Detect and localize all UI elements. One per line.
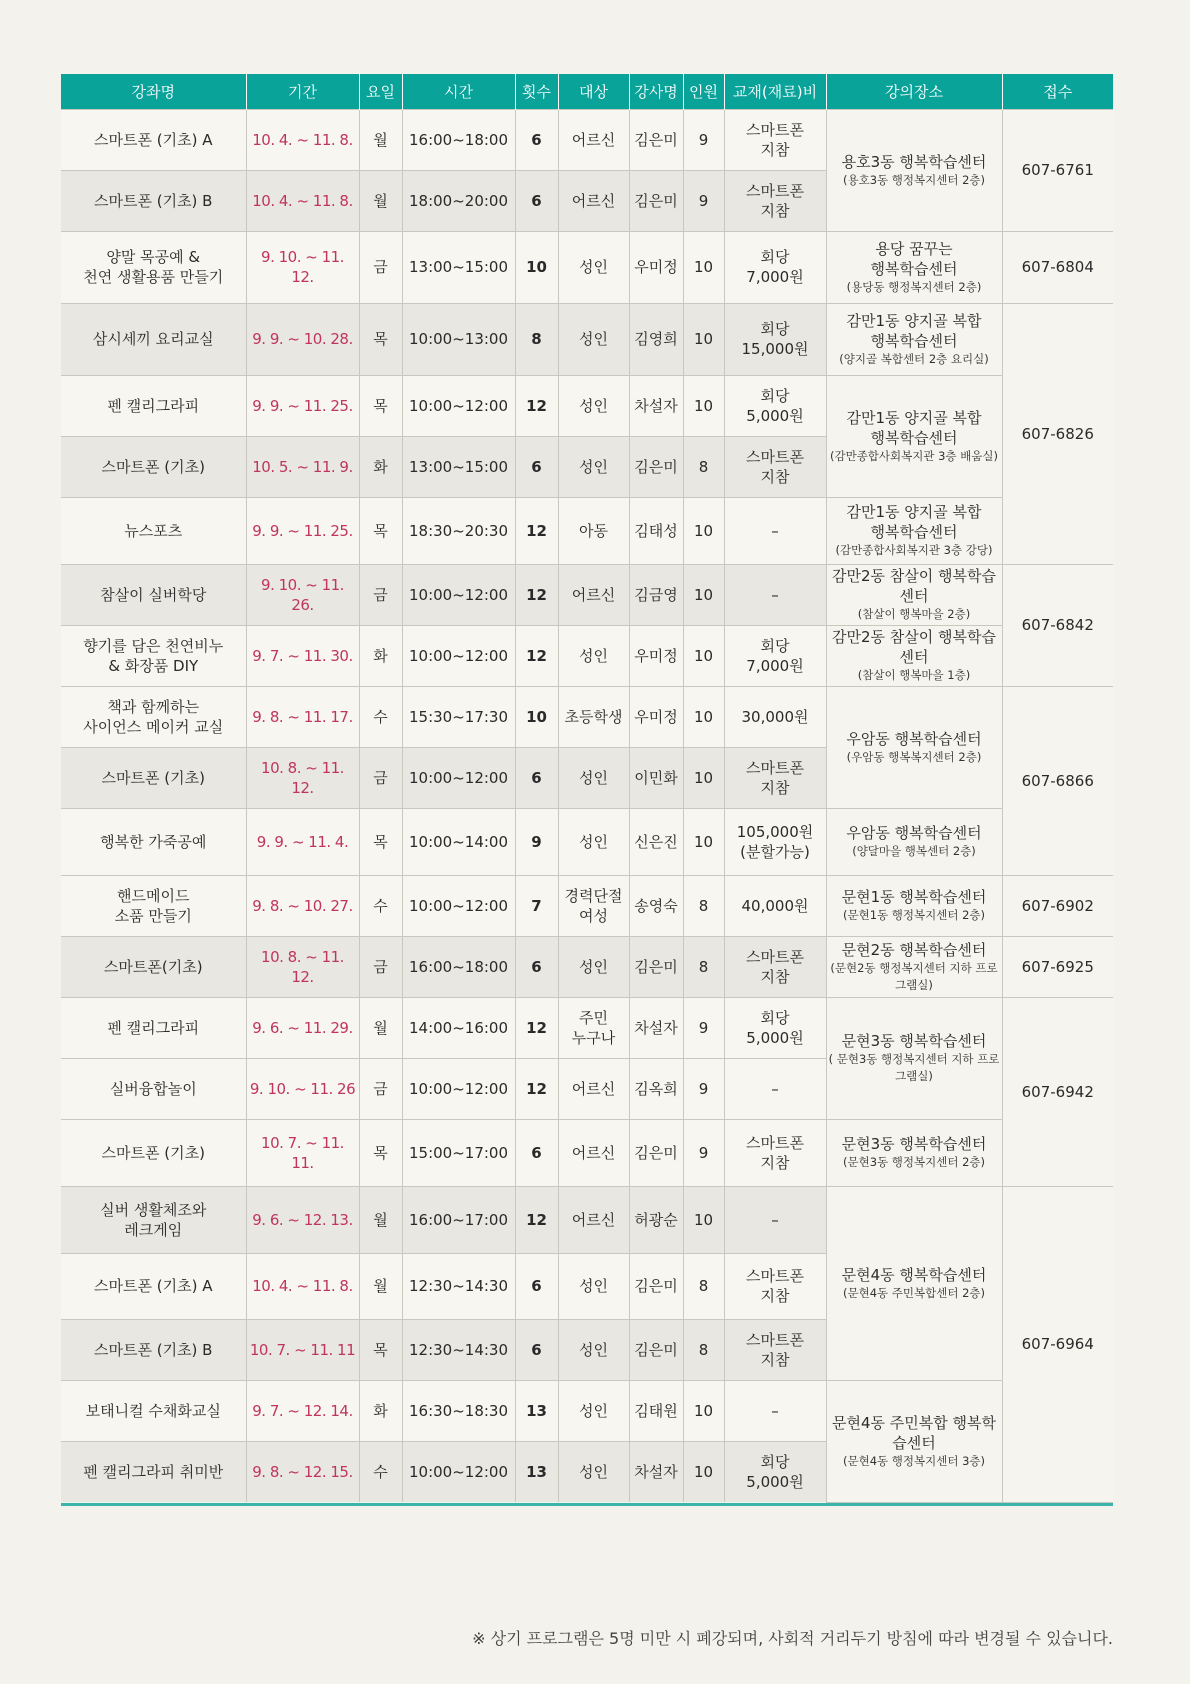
cell-fee: 스마트폰 지참 — [724, 936, 826, 997]
cell-day: 화 — [359, 1380, 402, 1441]
cell-instructor: 김태원 — [629, 1380, 683, 1441]
cell-capacity: 8 — [683, 936, 724, 997]
place-main: 문현1동 행복학습센터 — [841, 888, 987, 906]
cell-period: 9. 8. ~ 11. 17. — [246, 686, 359, 747]
place-sub: (감만종합사회복지관 3층 배움실) — [829, 448, 999, 463]
header-day: 요일 — [359, 74, 402, 109]
cell-period: 10. 7. ~ 11. 11 — [246, 1319, 359, 1380]
place-main: 감만1동 양지골 복합 행복학습센터 — [846, 311, 982, 350]
cell-target: 성인 — [558, 1441, 629, 1502]
cell-day: 월 — [359, 1186, 402, 1253]
cell-target: 성인 — [558, 436, 629, 497]
cell-contact: 607-6942 — [1002, 997, 1113, 1186]
place-sub: (문현3동 행정복지센터 2층) — [842, 1155, 985, 1169]
cell-instructor: 김은미 — [629, 1119, 683, 1186]
cell-instructor: 김태성 — [629, 497, 683, 564]
cell-instructor: 김영희 — [629, 303, 683, 375]
place-sub: (문현2동 행정복지센터 지하 프로그램실) — [830, 960, 998, 992]
cell-count: 12 — [515, 375, 558, 436]
cell-time: 10:00~12:00 — [402, 875, 515, 936]
place-main: 감만2동 참살이 행복학습센터 — [832, 567, 996, 605]
header-place: 강의장소 — [826, 74, 1002, 109]
cell-instructor: 우미정 — [629, 231, 683, 303]
cell-fee: 40,000원 — [724, 875, 826, 936]
cell-period: 9. 8. ~ 12. 15. — [246, 1441, 359, 1502]
cell-count: 6 — [515, 1253, 558, 1319]
cell-period: 9. 6. ~ 11. 29. — [246, 997, 359, 1058]
cell-day: 목 — [359, 303, 402, 375]
cell-target: 성인 — [558, 936, 629, 997]
cell-fee: 스마트폰 지참 — [724, 1119, 826, 1186]
cell-day: 금 — [359, 564, 402, 625]
program-schedule — [61, 74, 1113, 1506]
cell-course-name: 펜 캘리그라피 취미반 — [61, 1441, 246, 1502]
header-capacity: 인원 — [683, 74, 724, 109]
cell-count: 6 — [515, 170, 558, 231]
cell-count: 6 — [515, 436, 558, 497]
place-sub: (문현4동 주민복합센터 2층) — [842, 1285, 985, 1300]
cell-fee: 회당 15,000원 — [724, 303, 826, 375]
cell-place — [826, 497, 1002, 564]
cell-count: 13 — [515, 1441, 558, 1502]
cell-fee: 스마트폰 지참 — [724, 170, 826, 231]
cell-fee: 스마트폰 지참 — [724, 109, 826, 170]
cell-course-name: 참살이 실버학당 — [61, 564, 246, 625]
cell-time: 10:00~12:00 — [402, 625, 515, 686]
header-course-name: 강좌명 — [61, 74, 246, 109]
cell-day: 목 — [359, 375, 402, 436]
cell-target: 어르신 — [558, 1186, 629, 1253]
cell-time: 16:00~17:00 — [402, 1186, 515, 1253]
cell-period: 9. 9. ~ 10. 28. — [246, 303, 359, 375]
cell-place — [826, 303, 1002, 375]
cell-course-name: 스마트폰 (기초) — [61, 747, 246, 808]
cell-capacity: 10 — [683, 375, 724, 436]
cell-time: 18:00~20:00 — [402, 170, 515, 231]
table-row — [61, 936, 1113, 997]
cell-instructor: 차설자 — [629, 997, 683, 1058]
cell-capacity: 8 — [683, 436, 724, 497]
cell-count: 9 — [515, 808, 558, 875]
program-table — [61, 74, 1113, 1503]
cell-course-name: 향기를 담은 천연비누 & 화장품 DIY — [61, 625, 246, 686]
cell-day: 금 — [359, 231, 402, 303]
cell-day: 목 — [359, 1119, 402, 1186]
cell-period: 10. 8. ~ 11. 12. — [246, 747, 359, 808]
cell-target: 성인 — [558, 808, 629, 875]
cell-course-name: 보태니컬 수채화교실 — [61, 1380, 246, 1441]
cell-time: 10:00~14:00 — [402, 808, 515, 875]
cell-place — [826, 625, 1002, 686]
cell-count: 10 — [515, 231, 558, 303]
cell-course-name: 책과 함께하는 사이언스 메이커 교실 — [61, 686, 246, 747]
cell-contact: 607-6804 — [1002, 231, 1113, 303]
table-row — [61, 686, 1113, 747]
place-sub: (감만종합사회복지관 3층 강당) — [835, 543, 993, 557]
cell-count: 12 — [515, 564, 558, 625]
cell-time: 15:30~17:30 — [402, 686, 515, 747]
cell-capacity: 10 — [683, 1380, 724, 1441]
cell-contact: 607-6964 — [1002, 1186, 1113, 1502]
table-row — [61, 497, 1113, 564]
place-main: 감만2동 참살이 행복학습센터 — [832, 628, 996, 666]
table-row — [61, 231, 1113, 303]
cell-time: 12:30~14:30 — [402, 1253, 515, 1319]
header-instructor: 강사명 — [629, 74, 683, 109]
cell-fee: – — [724, 497, 826, 564]
cell-period: 10. 8. ~ 11. 12. — [246, 936, 359, 997]
cell-instructor: 김은미 — [629, 1319, 683, 1380]
cell-day: 수 — [359, 1441, 402, 1502]
cell-count: 6 — [515, 747, 558, 808]
cell-period: 9. 7. ~ 11. 30. — [246, 625, 359, 686]
cell-fee: 회당 7,000원 — [724, 625, 826, 686]
cell-period: 10. 4. ~ 11. 8. — [246, 109, 359, 170]
cell-time: 10:00~12:00 — [402, 375, 515, 436]
cell-capacity: 10 — [683, 564, 724, 625]
cell-period: 9. 10. ~ 11. 26. — [246, 564, 359, 625]
cell-course-name: 실버 생활체조와 레크게임 — [61, 1186, 246, 1253]
cell-place — [826, 808, 1002, 875]
place-sub: (문현1동 행정복지센터 2층) — [842, 908, 985, 922]
cell-period: 9. 7. ~ 12. 14. — [246, 1380, 359, 1441]
bottom-rule — [61, 1503, 1113, 1506]
cell-time: 10:00~13:00 — [402, 303, 515, 375]
cell-day: 수 — [359, 686, 402, 747]
cell-capacity: 8 — [683, 1319, 724, 1380]
cell-day: 목 — [359, 808, 402, 875]
place-main: 문현4동 행복학습센터 — [841, 1265, 987, 1284]
cell-target: 성인 — [558, 231, 629, 303]
place-main: 문현2동 행복학습센터 — [841, 940, 987, 959]
cell-capacity: 10 — [683, 1186, 724, 1253]
cell-instructor: 신은진 — [629, 808, 683, 875]
cell-place — [826, 686, 1002, 808]
cell-capacity: 9 — [683, 170, 724, 231]
cell-capacity: 9 — [683, 1058, 724, 1119]
place-sub: (우암동 행복복지센터 2층) — [846, 749, 982, 764]
cell-place — [826, 1186, 1002, 1380]
cell-instructor: 차설자 — [629, 1441, 683, 1502]
cell-instructor: 허광순 — [629, 1186, 683, 1253]
cell-target: 어르신 — [558, 109, 629, 170]
cell-count: 13 — [515, 1380, 558, 1441]
cell-time: 16:00~18:00 — [402, 936, 515, 997]
cell-time: 13:00~15:00 — [402, 436, 515, 497]
cell-day: 목 — [359, 497, 402, 564]
cell-fee: – — [724, 1058, 826, 1119]
table-body — [61, 109, 1113, 1502]
cell-course-name: 스마트폰 (기초) A — [61, 1253, 246, 1319]
cell-course-name: 스마트폰 (기초) B — [61, 170, 246, 231]
cell-course-name: 양말 목공예 & 천연 생활용품 만들기 — [61, 231, 246, 303]
cell-target: 어르신 — [558, 170, 629, 231]
cell-course-name: 펜 캘리그라피 — [61, 997, 246, 1058]
cell-course-name: 스마트폰 (기초) B — [61, 1319, 246, 1380]
cell-count: 12 — [515, 1058, 558, 1119]
cell-target: 경력단절 여성 — [558, 875, 629, 936]
cell-contact: 607-6925 — [1002, 936, 1113, 997]
cell-fee: 스마트폰 지참 — [724, 747, 826, 808]
cell-time: 10:00~12:00 — [402, 747, 515, 808]
cell-fee: 회당 5,000원 — [724, 1441, 826, 1502]
cell-target: 어르신 — [558, 564, 629, 625]
cell-time: 10:00~12:00 — [402, 1058, 515, 1119]
cell-capacity: 8 — [683, 875, 724, 936]
table-row — [61, 303, 1113, 375]
table-header-row — [61, 74, 1113, 109]
cell-fee: 30,000원 — [724, 686, 826, 747]
cell-place — [826, 997, 1002, 1119]
cell-instructor: 김은미 — [629, 936, 683, 997]
cell-course-name: 스마트폰 (기초) A — [61, 109, 246, 170]
cell-capacity: 10 — [683, 303, 724, 375]
cell-instructor: 김금영 — [629, 564, 683, 625]
cell-count: 12 — [515, 625, 558, 686]
cell-target: 어르신 — [558, 1119, 629, 1186]
footnote: ※ 상기 프로그램은 5명 미만 시 폐강되며, 사회적 거리두기 방침에 따라 변경될 수 있습니다. — [472, 1629, 1113, 1648]
cell-time: 10:00~12:00 — [402, 564, 515, 625]
cell-course-name: 실버융합놀이 — [61, 1058, 246, 1119]
cell-contact: 607-6761 — [1002, 109, 1113, 231]
cell-fee: – — [724, 564, 826, 625]
cell-time: 18:30~20:30 — [402, 497, 515, 564]
cell-period: 9. 9. ~ 11. 4. — [246, 808, 359, 875]
cell-place — [826, 1380, 1002, 1502]
table-row — [61, 375, 1113, 436]
cell-time: 14:00~16:00 — [402, 997, 515, 1058]
cell-capacity: 9 — [683, 997, 724, 1058]
cell-course-name: 행복한 가죽공예 — [61, 808, 246, 875]
cell-fee: – — [724, 1186, 826, 1253]
cell-course-name: 펜 캘리그라피 — [61, 375, 246, 436]
cell-day: 월 — [359, 1253, 402, 1319]
cell-period: 9. 10. ~ 11. 26 — [246, 1058, 359, 1119]
cell-day: 금 — [359, 1058, 402, 1119]
header-fee: 교재(재료)비 — [724, 74, 826, 109]
cell-contact: 607-6866 — [1002, 686, 1113, 875]
cell-time: 13:00~15:00 — [402, 231, 515, 303]
place-main: 감만1동 양지골 복합 행복학습센터 — [846, 408, 982, 447]
place-main: 용당 꿈꾸는 행복학습센터 — [870, 239, 958, 278]
place-main: 문현3동 행복학습센터 — [841, 1135, 987, 1153]
cell-time: 10:00~12:00 — [402, 1441, 515, 1502]
cell-instructor: 김은미 — [629, 436, 683, 497]
cell-instructor: 김은미 — [629, 170, 683, 231]
table-row — [61, 625, 1113, 686]
place-main: 문현3동 행복학습센터 — [841, 1032, 987, 1050]
cell-fee: 회당 7,000원 — [724, 231, 826, 303]
cell-period: 9. 10. ~ 11. 12. — [246, 231, 359, 303]
cell-period: 10. 5. ~ 11. 9. — [246, 436, 359, 497]
cell-day: 월 — [359, 109, 402, 170]
cell-count: 6 — [515, 1319, 558, 1380]
cell-count: 10 — [515, 686, 558, 747]
cell-count: 12 — [515, 1186, 558, 1253]
cell-place — [826, 936, 1002, 997]
place-sub: ( 문현3동 행정복지센터 지하 프로그램실) — [828, 1052, 1000, 1083]
cell-target: 성인 — [558, 1319, 629, 1380]
cell-time: 15:00~17:00 — [402, 1119, 515, 1186]
cell-capacity: 9 — [683, 1119, 724, 1186]
cell-capacity: 10 — [683, 808, 724, 875]
header-target: 대상 — [558, 74, 629, 109]
cell-count: 6 — [515, 936, 558, 997]
cell-capacity: 10 — [683, 625, 724, 686]
cell-instructor: 송영숙 — [629, 875, 683, 936]
cell-target: 성인 — [558, 625, 629, 686]
cell-capacity: 10 — [683, 747, 724, 808]
cell-instructor: 차설자 — [629, 375, 683, 436]
table-row — [61, 564, 1113, 625]
place-sub: (용당동 행정복지센터 2층) — [846, 279, 982, 294]
cell-count: 7 — [515, 875, 558, 936]
place-sub: (양지골 복합센터 2층 요리실) — [839, 351, 989, 366]
place-main: 감만1동 양지골 복합 행복학습센터 — [846, 503, 982, 541]
cell-place — [826, 1119, 1002, 1186]
place-sub: (용호3동 행정복지센터 2층) — [842, 172, 985, 187]
cell-count: 6 — [515, 109, 558, 170]
place-sub: (참살이 행복마을 2층) — [857, 607, 971, 621]
header-time: 시간 — [402, 74, 515, 109]
cell-place — [826, 375, 1002, 497]
cell-period: 9. 9. ~ 11. 25. — [246, 375, 359, 436]
place-sub: (참살이 행복마을 1층) — [857, 668, 971, 682]
cell-count: 12 — [515, 997, 558, 1058]
cell-place — [826, 109, 1002, 231]
cell-period: 9. 6. ~ 12. 13. — [246, 1186, 359, 1253]
cell-target: 성인 — [558, 1380, 629, 1441]
cell-fee: 스마트폰 지참 — [724, 436, 826, 497]
cell-period: 9. 8. ~ 10. 27. — [246, 875, 359, 936]
cell-time: 16:00~18:00 — [402, 109, 515, 170]
cell-time: 16:30~18:30 — [402, 1380, 515, 1441]
cell-target: 아동 — [558, 497, 629, 564]
header-period: 기간 — [246, 74, 359, 109]
cell-target: 초등학생 — [558, 686, 629, 747]
cell-day: 금 — [359, 936, 402, 997]
cell-target: 성인 — [558, 1253, 629, 1319]
cell-target: 성인 — [558, 303, 629, 375]
table-row — [61, 875, 1113, 936]
cell-fee: 스마트폰 지참 — [724, 1253, 826, 1319]
cell-fee: 회당 5,000원 — [724, 375, 826, 436]
cell-fee: 회당 5,000원 — [724, 997, 826, 1058]
cell-fee: 스마트폰 지참 — [724, 1319, 826, 1380]
cell-instructor: 우미정 — [629, 686, 683, 747]
cell-capacity: 9 — [683, 109, 724, 170]
cell-place — [826, 564, 1002, 625]
cell-instructor: 우미정 — [629, 625, 683, 686]
cell-period: 10. 4. ~ 11. 8. — [246, 170, 359, 231]
table-row — [61, 1119, 1113, 1186]
cell-course-name: 스마트폰 (기초) — [61, 436, 246, 497]
cell-target: 어르신 — [558, 1058, 629, 1119]
cell-course-name: 삼시세끼 요리교실 — [61, 303, 246, 375]
cell-count: 12 — [515, 497, 558, 564]
cell-count: 8 — [515, 303, 558, 375]
cell-course-name: 스마트폰 (기초) — [61, 1119, 246, 1186]
cell-course-name: 뉴스포츠 — [61, 497, 246, 564]
cell-period: 9. 9. ~ 11. 25. — [246, 497, 359, 564]
table-row — [61, 808, 1113, 875]
cell-instructor: 김은미 — [629, 109, 683, 170]
cell-capacity: 10 — [683, 686, 724, 747]
cell-contact: 607-6902 — [1002, 875, 1113, 936]
header-contact: 접수 — [1002, 74, 1113, 109]
table-row — [61, 109, 1113, 170]
cell-day: 화 — [359, 625, 402, 686]
cell-period: 10. 7. ~ 11. 11. — [246, 1119, 359, 1186]
cell-period: 10. 4. ~ 11. 8. — [246, 1253, 359, 1319]
cell-place — [826, 875, 1002, 936]
cell-day: 월 — [359, 170, 402, 231]
cell-course-name: 스마트폰(기초) — [61, 936, 246, 997]
place-main: 우암동 행복학습센터 — [846, 729, 982, 748]
cell-day: 목 — [359, 1319, 402, 1380]
place-main: 문현4동 주민복합 행복학습센터 — [832, 1413, 996, 1452]
cell-instructor: 김옥희 — [629, 1058, 683, 1119]
cell-day: 금 — [359, 747, 402, 808]
cell-capacity: 8 — [683, 1253, 724, 1319]
cell-contact: 607-6842 — [1002, 564, 1113, 686]
table-row — [61, 997, 1113, 1058]
cell-count: 6 — [515, 1119, 558, 1186]
table-row — [61, 1380, 1113, 1441]
header-count: 횟수 — [515, 74, 558, 109]
place-main: 용호3동 행복학습센터 — [841, 152, 987, 171]
cell-place — [826, 231, 1002, 303]
cell-day: 화 — [359, 436, 402, 497]
cell-target: 성인 — [558, 375, 629, 436]
cell-contact: 607-6826 — [1002, 303, 1113, 564]
cell-instructor: 김은미 — [629, 1253, 683, 1319]
place-sub: (양달마을 행복센터 2층) — [852, 844, 976, 858]
cell-instructor: 이민화 — [629, 747, 683, 808]
cell-capacity: 10 — [683, 231, 724, 303]
cell-fee: – — [724, 1380, 826, 1441]
place-sub: (문현4동 행정복지센터 3층) — [842, 1453, 985, 1468]
cell-target: 성인 — [558, 747, 629, 808]
cell-capacity: 10 — [683, 497, 724, 564]
table-row — [61, 1186, 1113, 1253]
cell-target: 주민 누구나 — [558, 997, 629, 1058]
place-main: 우암동 행복학습센터 — [846, 824, 982, 842]
cell-capacity: 10 — [683, 1441, 724, 1502]
cell-day: 월 — [359, 997, 402, 1058]
cell-time: 12:30~14:30 — [402, 1319, 515, 1380]
cell-course-name: 핸드메이드 소품 만들기 — [61, 875, 246, 936]
cell-day: 수 — [359, 875, 402, 936]
cell-fee: 105,000원 (분할가능) — [724, 808, 826, 875]
